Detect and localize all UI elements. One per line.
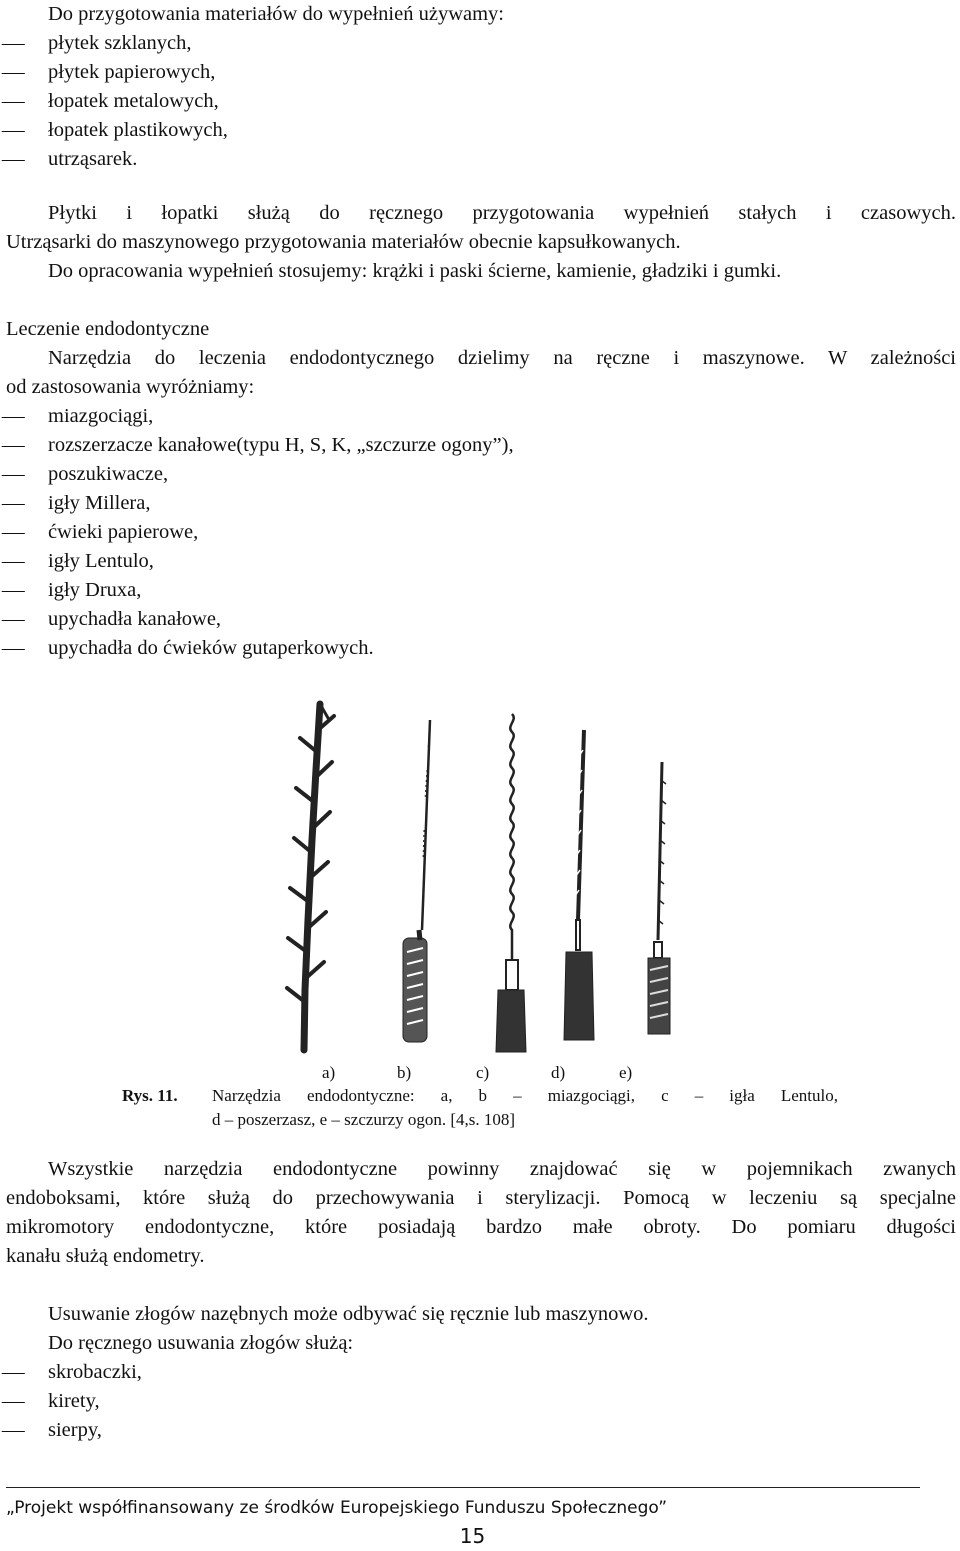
list-item: – płytek szklanych, <box>6 29 956 58</box>
paragraph-line: Wszystkie narzędzia endodontyczne powinny znajdować się w pojemnikach zwanych <box>48 1158 956 1180</box>
footer-text: „Projekt współfinansowany ze środków Europejskiego Funduszu Społecznego” <box>6 1498 668 1518</box>
paragraph-line: mikromotory endodontyczne, które posiadają bardzo małe obroty. Do pomiaru długości <box>6 1216 956 1238</box>
caption-line: d – poszerzasz, e – szczurzy ogon. [4,s. 108] <box>212 1110 516 1129</box>
list-item: – skrobaczki, <box>6 1358 956 1387</box>
materials-section <box>6 0 956 174</box>
paragraph-line: Do ręcznego usuwania złogów służą: <box>48 1332 354 1354</box>
figure-label: e) <box>619 1063 633 1082</box>
list-item: – łopatek plastikowych, <box>6 116 956 145</box>
footer-divider <box>6 1487 920 1488</box>
instrument-b-broach <box>403 720 430 1042</box>
figure-labels <box>0 1058 960 1084</box>
list-item: – upychadła kanałowe, <box>6 605 956 634</box>
endo-section <box>6 315 956 663</box>
list-item: – igły Lentulo, <box>6 547 956 576</box>
list-item: – kirety, <box>6 1387 956 1416</box>
paragraph-line: Płytki i łopatki służą do ręcznego przygotowania wypełnień stałych i czasowych. <box>48 202 956 224</box>
list-item: – utrząsarek. <box>6 145 956 174</box>
tartar-section <box>6 1300 956 1445</box>
endo-tools-list <box>6 402 956 663</box>
instrument-a-barbed-broach <box>287 704 334 1050</box>
paragraph-line: Narzędzia do leczenia endodontycznego dzielimy na ręczne i maszynowe. W zależności <box>48 347 956 369</box>
plates-paragraph <box>6 199 956 286</box>
list-item: – igły Druxa, <box>6 576 956 605</box>
paragraph-line: Do opracowania wypełnień stosujemy: krążki i paski ścierne, kamienie, gładziki i gumki. <box>48 260 782 282</box>
endobox-paragraph <box>6 1155 956 1271</box>
paragraph-line: Utrząsarki do maszynowego przygotowania materiałów obecnie kapsułkowanych. <box>6 231 681 253</box>
figure-label: d) <box>551 1063 566 1082</box>
instrument-d-reamer <box>564 730 594 1040</box>
list-item: – igły Millera, <box>6 489 956 518</box>
paragraph-line: od zastosowania wyróżniamy: <box>6 376 255 398</box>
list-item: – sierpy, <box>6 1416 956 1445</box>
page-number: 15 <box>459 1524 486 1548</box>
list-item: – upychadła do ćwieków gutaperkowych. <box>6 634 956 663</box>
list-item: – rozszerzacze kanałowe(typu H, S, K, „szczurze ogony”), <box>6 431 956 460</box>
list-item: – łopatek metalowych, <box>6 87 956 116</box>
caption-line: Narzędzia endodontyczne: a, b – miazgociągi, c – igła Lentulo, <box>212 1086 838 1105</box>
paragraph-line: kanału służą endometry. <box>6 1245 205 1267</box>
instruments-illustration <box>262 690 692 1060</box>
paragraph-line: endoboksami, które służą do przechowywania i sterylizacji. Pomocą w leczeniu są specjalne <box>6 1187 956 1209</box>
list-item: – miazgociągi, <box>6 402 956 431</box>
figure-label: b) <box>397 1063 412 1082</box>
figure-label: a) <box>322 1063 336 1082</box>
list-item: – płytek papierowych, <box>6 58 956 87</box>
caption-number: Rys. 11. <box>122 1086 178 1105</box>
materials-intro: Do przygotowania materiałów do wypełnień używamy: <box>48 3 504 25</box>
section-heading: Leczenie endodontyczne <box>6 318 210 340</box>
instrument-e-rat-tail-file <box>648 762 670 1034</box>
materials-list <box>6 29 956 174</box>
instrument-c-lentulo <box>496 714 526 1052</box>
figure-label: c) <box>476 1063 490 1082</box>
paragraph-line: Usuwanie złogów nazębnych może odbywać się ręcznie lub maszynowo. <box>48 1303 649 1325</box>
tartar-tools-list <box>6 1358 956 1445</box>
list-item: – ćwieki papierowe, <box>6 518 956 547</box>
list-item: – poszukiwacze, <box>6 460 956 489</box>
endodontic-instruments-figure <box>262 690 692 1060</box>
